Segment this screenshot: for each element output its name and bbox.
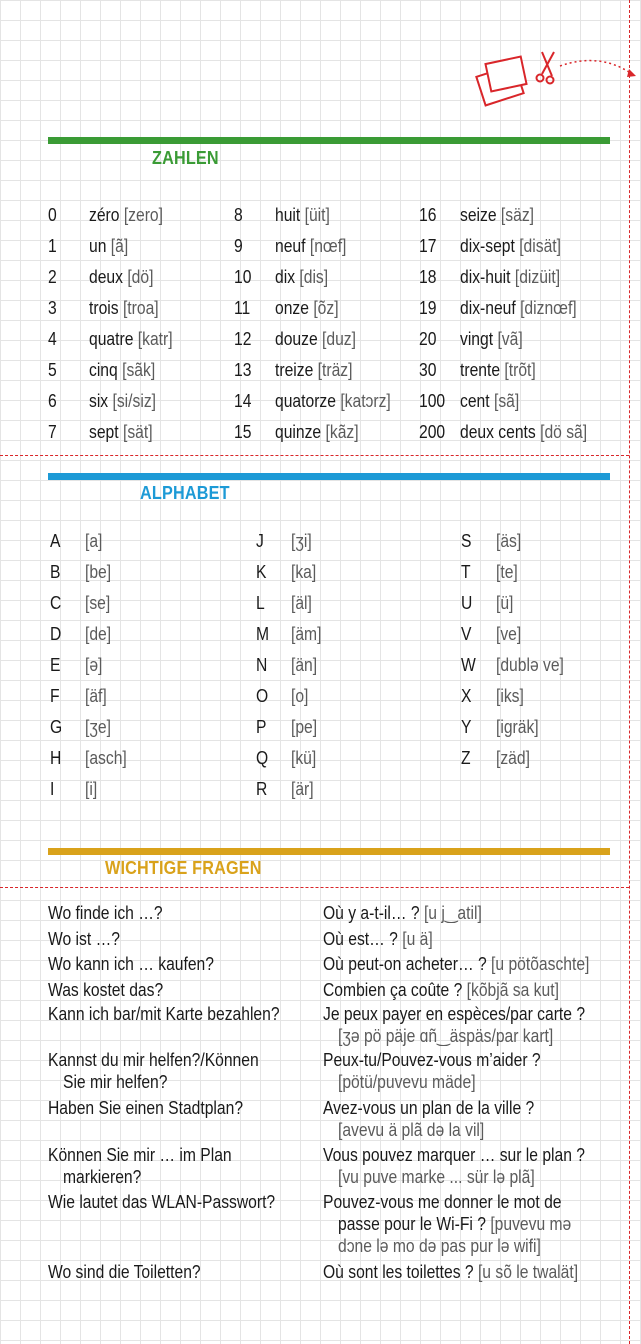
number-word bbox=[275, 205, 330, 226]
number-digit: 1 bbox=[48, 236, 57, 256]
number-pronunciation: [trõt] bbox=[504, 360, 536, 380]
scissors-cut-icon bbox=[474, 44, 640, 110]
question-pronunciation: [u ä] bbox=[402, 929, 433, 949]
number-pronunciation: [disät] bbox=[519, 236, 561, 256]
question-pronunciation: [u pötõaschte] bbox=[491, 954, 590, 974]
number-french: deux bbox=[89, 267, 123, 287]
number-pronunciation: [nœf] bbox=[309, 236, 347, 256]
number-french: quatre bbox=[89, 329, 134, 349]
question-pronunciation: [kõbjã sa kut] bbox=[466, 980, 559, 1000]
number-french: dix-huit bbox=[460, 267, 511, 287]
alphabet-pronunciation: [asch] bbox=[85, 748, 127, 768]
zahlen-bar bbox=[48, 137, 610, 144]
question-pronunciation: [avevu ä plã də la vil] bbox=[338, 1120, 485, 1140]
number-pronunciation: [dizüit] bbox=[514, 267, 561, 287]
question-french bbox=[338, 1072, 476, 1093]
alphabet-pronunciation: [ʒi] bbox=[291, 531, 312, 551]
alphabet-pronunciation: [ʒe] bbox=[85, 717, 111, 737]
alphabet-letter: F bbox=[50, 686, 60, 706]
number-digit: 200 bbox=[419, 422, 446, 442]
cards-icon bbox=[476, 57, 526, 106]
question-french bbox=[323, 929, 433, 950]
alphabet-letter: V bbox=[461, 624, 472, 644]
number-pronunciation: [zero] bbox=[123, 205, 164, 225]
number-digit: 0 bbox=[48, 205, 57, 225]
alphabet-pronunciation: [än] bbox=[291, 655, 318, 675]
alphabet-letter: N bbox=[256, 655, 268, 675]
alphabet-letter: H bbox=[50, 748, 62, 768]
number-word bbox=[275, 422, 359, 443]
number-word bbox=[89, 391, 156, 412]
question-german: Was kostet das? bbox=[48, 980, 164, 1000]
question-german: Wo finde ich …? bbox=[48, 903, 163, 923]
question-french bbox=[338, 1236, 541, 1257]
cut-line-vertical bbox=[629, 0, 630, 1344]
number-french: zéro bbox=[89, 205, 120, 225]
number-french: dix bbox=[275, 267, 296, 287]
number-pronunciation: [säz] bbox=[500, 205, 535, 225]
number-word bbox=[460, 205, 534, 226]
question-pronunciation: dɔne lə mo də pas pur lə wifi] bbox=[338, 1236, 541, 1256]
number-digit: 5 bbox=[48, 360, 57, 380]
fragen-title: WICHTIGE FRAGEN bbox=[105, 858, 262, 878]
alphabet-pronunciation: [pe] bbox=[291, 717, 318, 737]
number-digit: 4 bbox=[48, 329, 57, 349]
alphabet-pronunciation: [igräk] bbox=[496, 717, 539, 737]
number-french: trente bbox=[460, 360, 501, 380]
question-french-text: passe pour le Wi-Fi ? bbox=[338, 1214, 486, 1234]
question-french bbox=[338, 1167, 535, 1188]
question-french bbox=[338, 1214, 571, 1235]
alphabet-pronunciation: [dublə ve] bbox=[496, 655, 564, 675]
question-pronunciation: [pötü/puvevu mäde] bbox=[338, 1072, 476, 1092]
number-french: huit bbox=[275, 205, 301, 225]
number-word bbox=[89, 329, 173, 350]
number-word bbox=[275, 391, 391, 412]
number-french: sept bbox=[89, 422, 119, 442]
question-french-text: Où sont les toilettes ? bbox=[323, 1262, 474, 1282]
alphabet-bar bbox=[48, 473, 610, 480]
question-french bbox=[323, 1004, 585, 1025]
number-french: neuf bbox=[275, 236, 306, 256]
number-digit: 30 bbox=[419, 360, 437, 380]
alphabet-letter: U bbox=[461, 593, 473, 613]
question-german: Wo ist …? bbox=[48, 929, 120, 949]
number-digit: 19 bbox=[419, 298, 437, 318]
number-word bbox=[89, 205, 163, 226]
number-pronunciation: [vã] bbox=[497, 329, 523, 349]
number-pronunciation: [duz] bbox=[322, 329, 356, 349]
number-french: quinze bbox=[275, 422, 322, 442]
alphabet-letter: M bbox=[256, 624, 270, 644]
alphabet-pronunciation: [a] bbox=[85, 531, 103, 551]
alphabet-letter: X bbox=[461, 686, 472, 706]
question-french bbox=[323, 980, 559, 1001]
question-french bbox=[323, 903, 482, 924]
alphabet-letter: D bbox=[50, 624, 62, 644]
alphabet-letter: T bbox=[461, 562, 471, 582]
alphabet-letter: J bbox=[256, 531, 264, 551]
alphabet-pronunciation: [äf] bbox=[85, 686, 107, 706]
question-french-text: Pouvez-vous me donner le mot de bbox=[323, 1192, 562, 1212]
number-word bbox=[89, 422, 153, 443]
number-pronunciation: [katɔrz] bbox=[340, 391, 391, 411]
number-digit: 8 bbox=[234, 205, 243, 225]
alphabet-pronunciation: [äl] bbox=[291, 593, 312, 613]
number-pronunciation: [diznœf] bbox=[520, 298, 577, 318]
cut-line-horizontal-2 bbox=[0, 887, 629, 888]
alphabet-letter: E bbox=[50, 655, 61, 675]
scissors-icon bbox=[537, 52, 555, 84]
question-french bbox=[323, 1262, 578, 1283]
number-word bbox=[89, 298, 159, 319]
alphabet-pronunciation: [ə] bbox=[85, 655, 103, 675]
number-word bbox=[89, 360, 155, 381]
number-word bbox=[460, 391, 519, 412]
number-digit: 6 bbox=[48, 391, 57, 411]
alphabet-pronunciation: [be] bbox=[85, 562, 112, 582]
number-digit: 2 bbox=[48, 267, 57, 287]
question-french-text: Où y a-t-il… ? bbox=[323, 903, 420, 923]
alphabet-pronunciation: [te] bbox=[496, 562, 518, 582]
number-digit: 15 bbox=[234, 422, 252, 442]
number-french: douze bbox=[275, 329, 318, 349]
alphabet-pronunciation: [o] bbox=[291, 686, 309, 706]
question-french-text: Peux-tu/Pouvez-vous m’aider ? bbox=[323, 1050, 541, 1070]
number-pronunciation: [sät] bbox=[122, 422, 153, 442]
number-pronunciation: [õz] bbox=[313, 298, 339, 318]
number-french: quatorze bbox=[275, 391, 336, 411]
question-french bbox=[323, 954, 589, 975]
number-french: cent bbox=[460, 391, 490, 411]
number-pronunciation: [si/siz] bbox=[112, 391, 157, 411]
question-pronunciation: [vu puve marke ... sür lə plã] bbox=[338, 1167, 535, 1187]
number-word bbox=[460, 329, 523, 350]
alphabet-letter: I bbox=[50, 779, 55, 799]
alphabet-title: ALPHABET bbox=[140, 483, 230, 503]
alphabet-pronunciation: [se] bbox=[85, 593, 111, 613]
number-pronunciation: [sã] bbox=[493, 391, 520, 411]
number-digit: 9 bbox=[234, 236, 243, 256]
question-german: Wo sind die Toiletten? bbox=[48, 1262, 201, 1282]
alphabet-pronunciation: [ka] bbox=[291, 562, 317, 582]
number-word bbox=[275, 329, 356, 350]
number-digit: 12 bbox=[234, 329, 252, 349]
alphabet-letter: K bbox=[256, 562, 267, 582]
question-french-text: Avez-vous un plan de la ville ? bbox=[323, 1098, 535, 1118]
alphabet-letter: Z bbox=[461, 748, 471, 768]
number-french: onze bbox=[275, 298, 309, 318]
alphabet-pronunciation: [zäd] bbox=[496, 748, 530, 768]
question-pronunciation: [u sõ le twalät] bbox=[477, 1262, 579, 1282]
question-pronunciation: [u j‿atil] bbox=[423, 903, 482, 923]
question-french bbox=[323, 1192, 562, 1213]
question-french bbox=[323, 1145, 585, 1166]
question-pronunciation: [puvevu mə bbox=[490, 1214, 572, 1234]
number-digit: 11 bbox=[234, 298, 251, 318]
number-word bbox=[460, 360, 536, 381]
question-french bbox=[323, 1050, 541, 1071]
alphabet-letter: G bbox=[50, 717, 63, 737]
number-word bbox=[460, 236, 561, 257]
alphabet-letter: W bbox=[461, 655, 476, 675]
alphabet-pronunciation: [ü] bbox=[496, 593, 514, 613]
number-digit: 16 bbox=[419, 205, 437, 225]
alphabet-pronunciation: [de] bbox=[85, 624, 112, 644]
number-french: dix-neuf bbox=[460, 298, 516, 318]
number-word bbox=[460, 267, 560, 288]
number-pronunciation: [dis] bbox=[299, 267, 329, 287]
number-french: un bbox=[89, 236, 107, 256]
alphabet-pronunciation: [ve] bbox=[496, 624, 522, 644]
number-french: cinq bbox=[89, 360, 118, 380]
question-french-text: Je peux payer en espèces/par carte ? bbox=[323, 1004, 586, 1024]
question-german: Kann ich bar/mit Karte bezahlen? bbox=[48, 1004, 280, 1024]
alphabet-letter: L bbox=[256, 593, 265, 613]
alphabet-letter: C bbox=[50, 593, 62, 613]
number-digit: 18 bbox=[419, 267, 437, 287]
question-french-text: Où est… ? bbox=[323, 929, 398, 949]
number-digit: 20 bbox=[419, 329, 437, 349]
number-pronunciation: [troa] bbox=[122, 298, 159, 318]
question-german: Wie lautet das WLAN-Passwort? bbox=[48, 1192, 276, 1212]
number-french: seize bbox=[460, 205, 497, 225]
number-digit: 100 bbox=[419, 391, 446, 411]
number-french: deux cents bbox=[460, 422, 536, 442]
number-pronunciation: [sãk] bbox=[122, 360, 156, 380]
number-word bbox=[460, 298, 577, 319]
number-digit: 17 bbox=[419, 236, 437, 256]
number-digit: 10 bbox=[234, 267, 252, 287]
alphabet-letter: B bbox=[50, 562, 61, 582]
zahlen-title: ZAHLEN bbox=[152, 148, 219, 168]
question-german: Wo kann ich … kaufen? bbox=[48, 954, 214, 974]
number-word bbox=[89, 267, 153, 288]
number-pronunciation: [ã] bbox=[110, 236, 129, 256]
alphabet-pronunciation: [kü] bbox=[291, 748, 317, 768]
number-word bbox=[275, 236, 346, 257]
number-word bbox=[275, 360, 352, 381]
number-digit: 14 bbox=[234, 391, 252, 411]
question-french-text: Où peut-on acheter… ? bbox=[323, 954, 487, 974]
alphabet-pronunciation: [i] bbox=[85, 779, 98, 799]
number-french: dix-sept bbox=[460, 236, 515, 256]
alphabet-letter: O bbox=[256, 686, 269, 706]
number-pronunciation: [träz] bbox=[317, 360, 353, 380]
question-french bbox=[338, 1120, 484, 1141]
question-french bbox=[323, 1098, 534, 1119]
cut-line-horizontal-1 bbox=[0, 455, 629, 456]
question-french-text: Vous pouvez marquer … sur le plan ? bbox=[323, 1145, 586, 1165]
number-pronunciation: [üit] bbox=[304, 205, 330, 225]
number-digit: 3 bbox=[48, 298, 57, 318]
question-french-text: Combien ça coûte ? bbox=[323, 980, 463, 1000]
alphabet-pronunciation: [äs] bbox=[496, 531, 522, 551]
number-french: vingt bbox=[460, 329, 494, 349]
number-pronunciation: [dö sã] bbox=[540, 422, 588, 442]
alphabet-letter: R bbox=[256, 779, 268, 799]
number-pronunciation: [kãz] bbox=[325, 422, 359, 442]
number-word bbox=[275, 267, 328, 288]
question-german: Kannst du mir helfen?/Können bbox=[48, 1050, 259, 1070]
question-german: Haben Sie einen Stadtplan? bbox=[48, 1098, 244, 1118]
number-pronunciation: [dö] bbox=[127, 267, 154, 287]
question-french bbox=[338, 1026, 553, 1047]
question-pronunciation: [ʒə pö päje ɑñ‿äspäs/par kart] bbox=[338, 1026, 554, 1046]
number-word bbox=[460, 422, 587, 443]
number-french: six bbox=[89, 391, 109, 411]
alphabet-pronunciation: [äm] bbox=[291, 624, 322, 644]
alphabet-letter: A bbox=[50, 531, 61, 551]
question-german: Können Sie mir … im Plan bbox=[48, 1145, 232, 1165]
alphabet-pronunciation: [är] bbox=[291, 779, 314, 799]
question-german: Sie mir helfen? bbox=[63, 1072, 168, 1092]
number-french: trois bbox=[89, 298, 119, 318]
fragen-bar bbox=[48, 848, 610, 855]
number-french: treize bbox=[275, 360, 314, 380]
alphabet-letter: Q bbox=[256, 748, 269, 768]
number-word bbox=[275, 298, 339, 319]
alphabet-letter: S bbox=[461, 531, 472, 551]
alphabet-pronunciation: [iks] bbox=[496, 686, 524, 706]
alphabet-letter: Y bbox=[461, 717, 472, 737]
number-digit: 13 bbox=[234, 360, 252, 380]
alphabet-letter: P bbox=[256, 717, 267, 737]
question-german: markieren? bbox=[63, 1167, 142, 1187]
number-pronunciation: [katr] bbox=[137, 329, 173, 349]
number-word bbox=[89, 236, 128, 257]
number-digit: 7 bbox=[48, 422, 57, 442]
